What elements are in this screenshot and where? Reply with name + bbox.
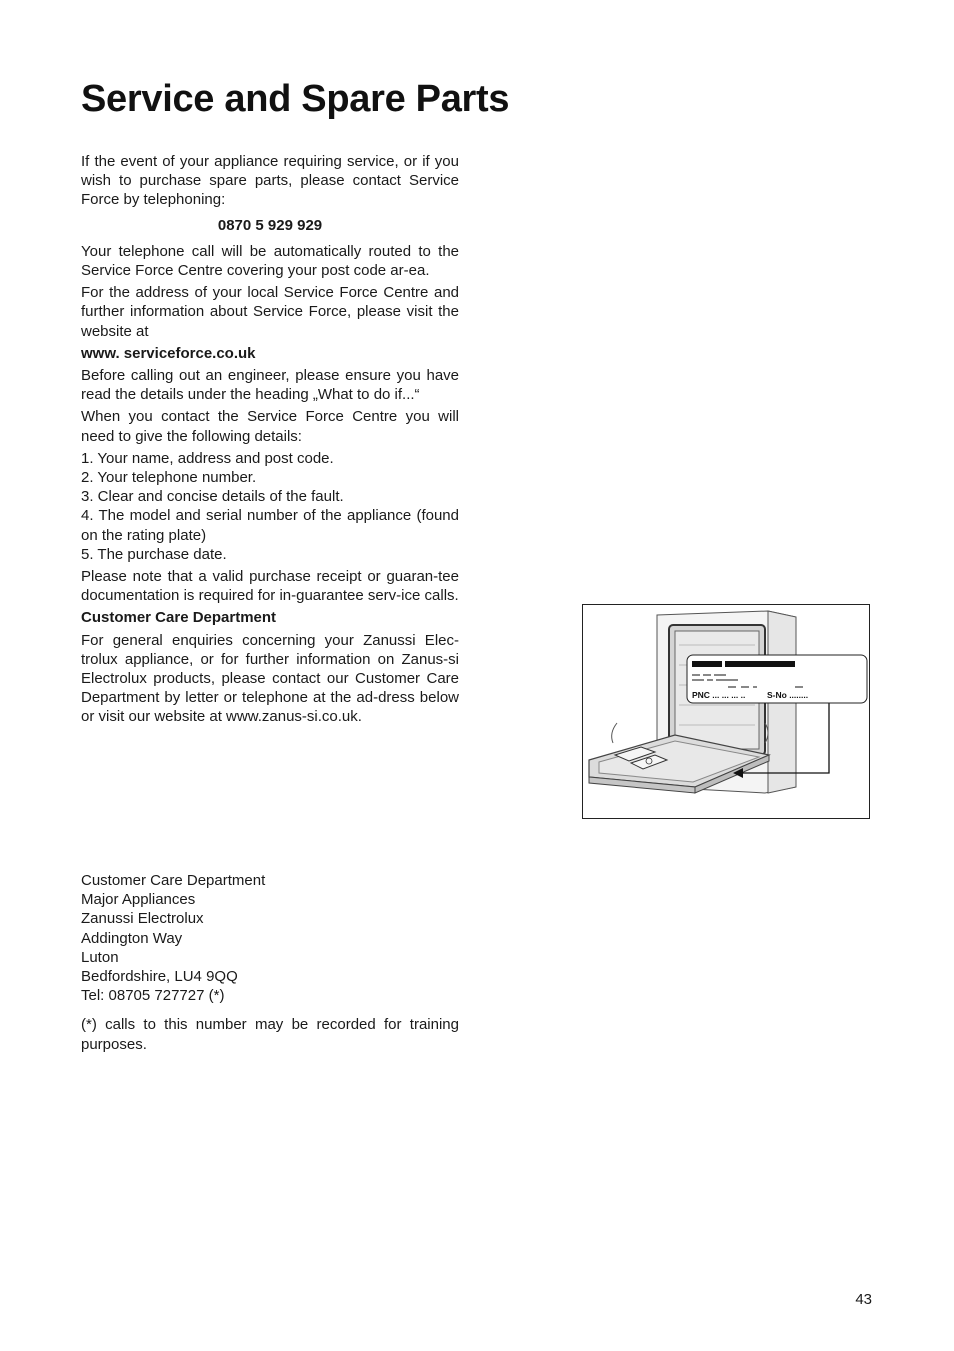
main-text-column — [81, 152, 459, 730]
address-line: Major Appliances — [81, 891, 196, 909]
before-calling-paragraph: Before calling out an engineer, please ensure you have read the details under the heading „What to do if...“ — [81, 367, 459, 404]
plate-pnc-label: PNC ... ... ... .. — [692, 690, 746, 700]
service-phone-number: 0870 5 929 929 — [217, 216, 323, 234]
intro-paragraph: If the event of your appliance requiring service, or if you wish to purchase spare parts, please contact Service Force by telephoning: — [81, 153, 459, 209]
address-line: Addington Way — [81, 929, 183, 947]
list-item: 3. Clear and concise details of the fault. — [81, 488, 344, 506]
details-intro-paragraph: When you contact the Service Force Centre you will need to give the following details: — [81, 408, 459, 445]
list-item: 2. Your telephone number. — [81, 469, 257, 487]
customer-care-heading: Customer Care Department — [81, 609, 277, 627]
page-number: 43 — [855, 1291, 872, 1308]
list-item: 5. The purchase date. — [81, 545, 227, 563]
rating-plate-figure — [582, 604, 870, 819]
service-website-link[interactable]: www. serviceforce.co.uk — [81, 344, 256, 362]
address-line: Bedfordshire, LU4 9QQ — [81, 968, 238, 986]
list-item: 4. The model and serial number of the appliance (found on the rating plate) — [81, 507, 459, 544]
receipt-note-paragraph: Please note that a valid purchase receipt or guaran-tee documentation is required for in-guarantee serv-ice calls. — [81, 568, 459, 605]
customer-care-address — [81, 871, 459, 1069]
plate-serial-label: S-No ........ — [767, 690, 809, 700]
customer-care-paragraph: For general enquiries concerning your Zanussi Elec-trolux appliance, or for further information on Zanus-si Electrolux products, please contact our Customer Care Department by letter or telephone at the ad-dress below or visit our website at www.zanus-si.co.uk. — [81, 631, 459, 726]
address-info-paragraph: For the address of your local Service Force Centre and further information about Service Force, please visit the website at — [81, 284, 459, 340]
address-line: Zanussi Electrolux — [81, 910, 204, 928]
address-line: Luton — [81, 948, 119, 966]
address-line: Customer Care Department — [81, 872, 266, 889]
routing-paragraph: Your telephone call will be automatically routed to the Service Force Centre covering your post code ar-ea. — [81, 242, 459, 280]
recording-footnote: (*) calls to this number may be recorded for training purposes. — [81, 1016, 459, 1053]
dishwasher-illustration — [583, 605, 869, 818]
details-list — [81, 449, 459, 564]
list-item: 1. Your name, address and post code. — [81, 449, 334, 467]
page-title: Service and Spare Parts — [81, 78, 510, 120]
address-line: Tel: 08705 727727 (*) — [81, 987, 225, 1005]
